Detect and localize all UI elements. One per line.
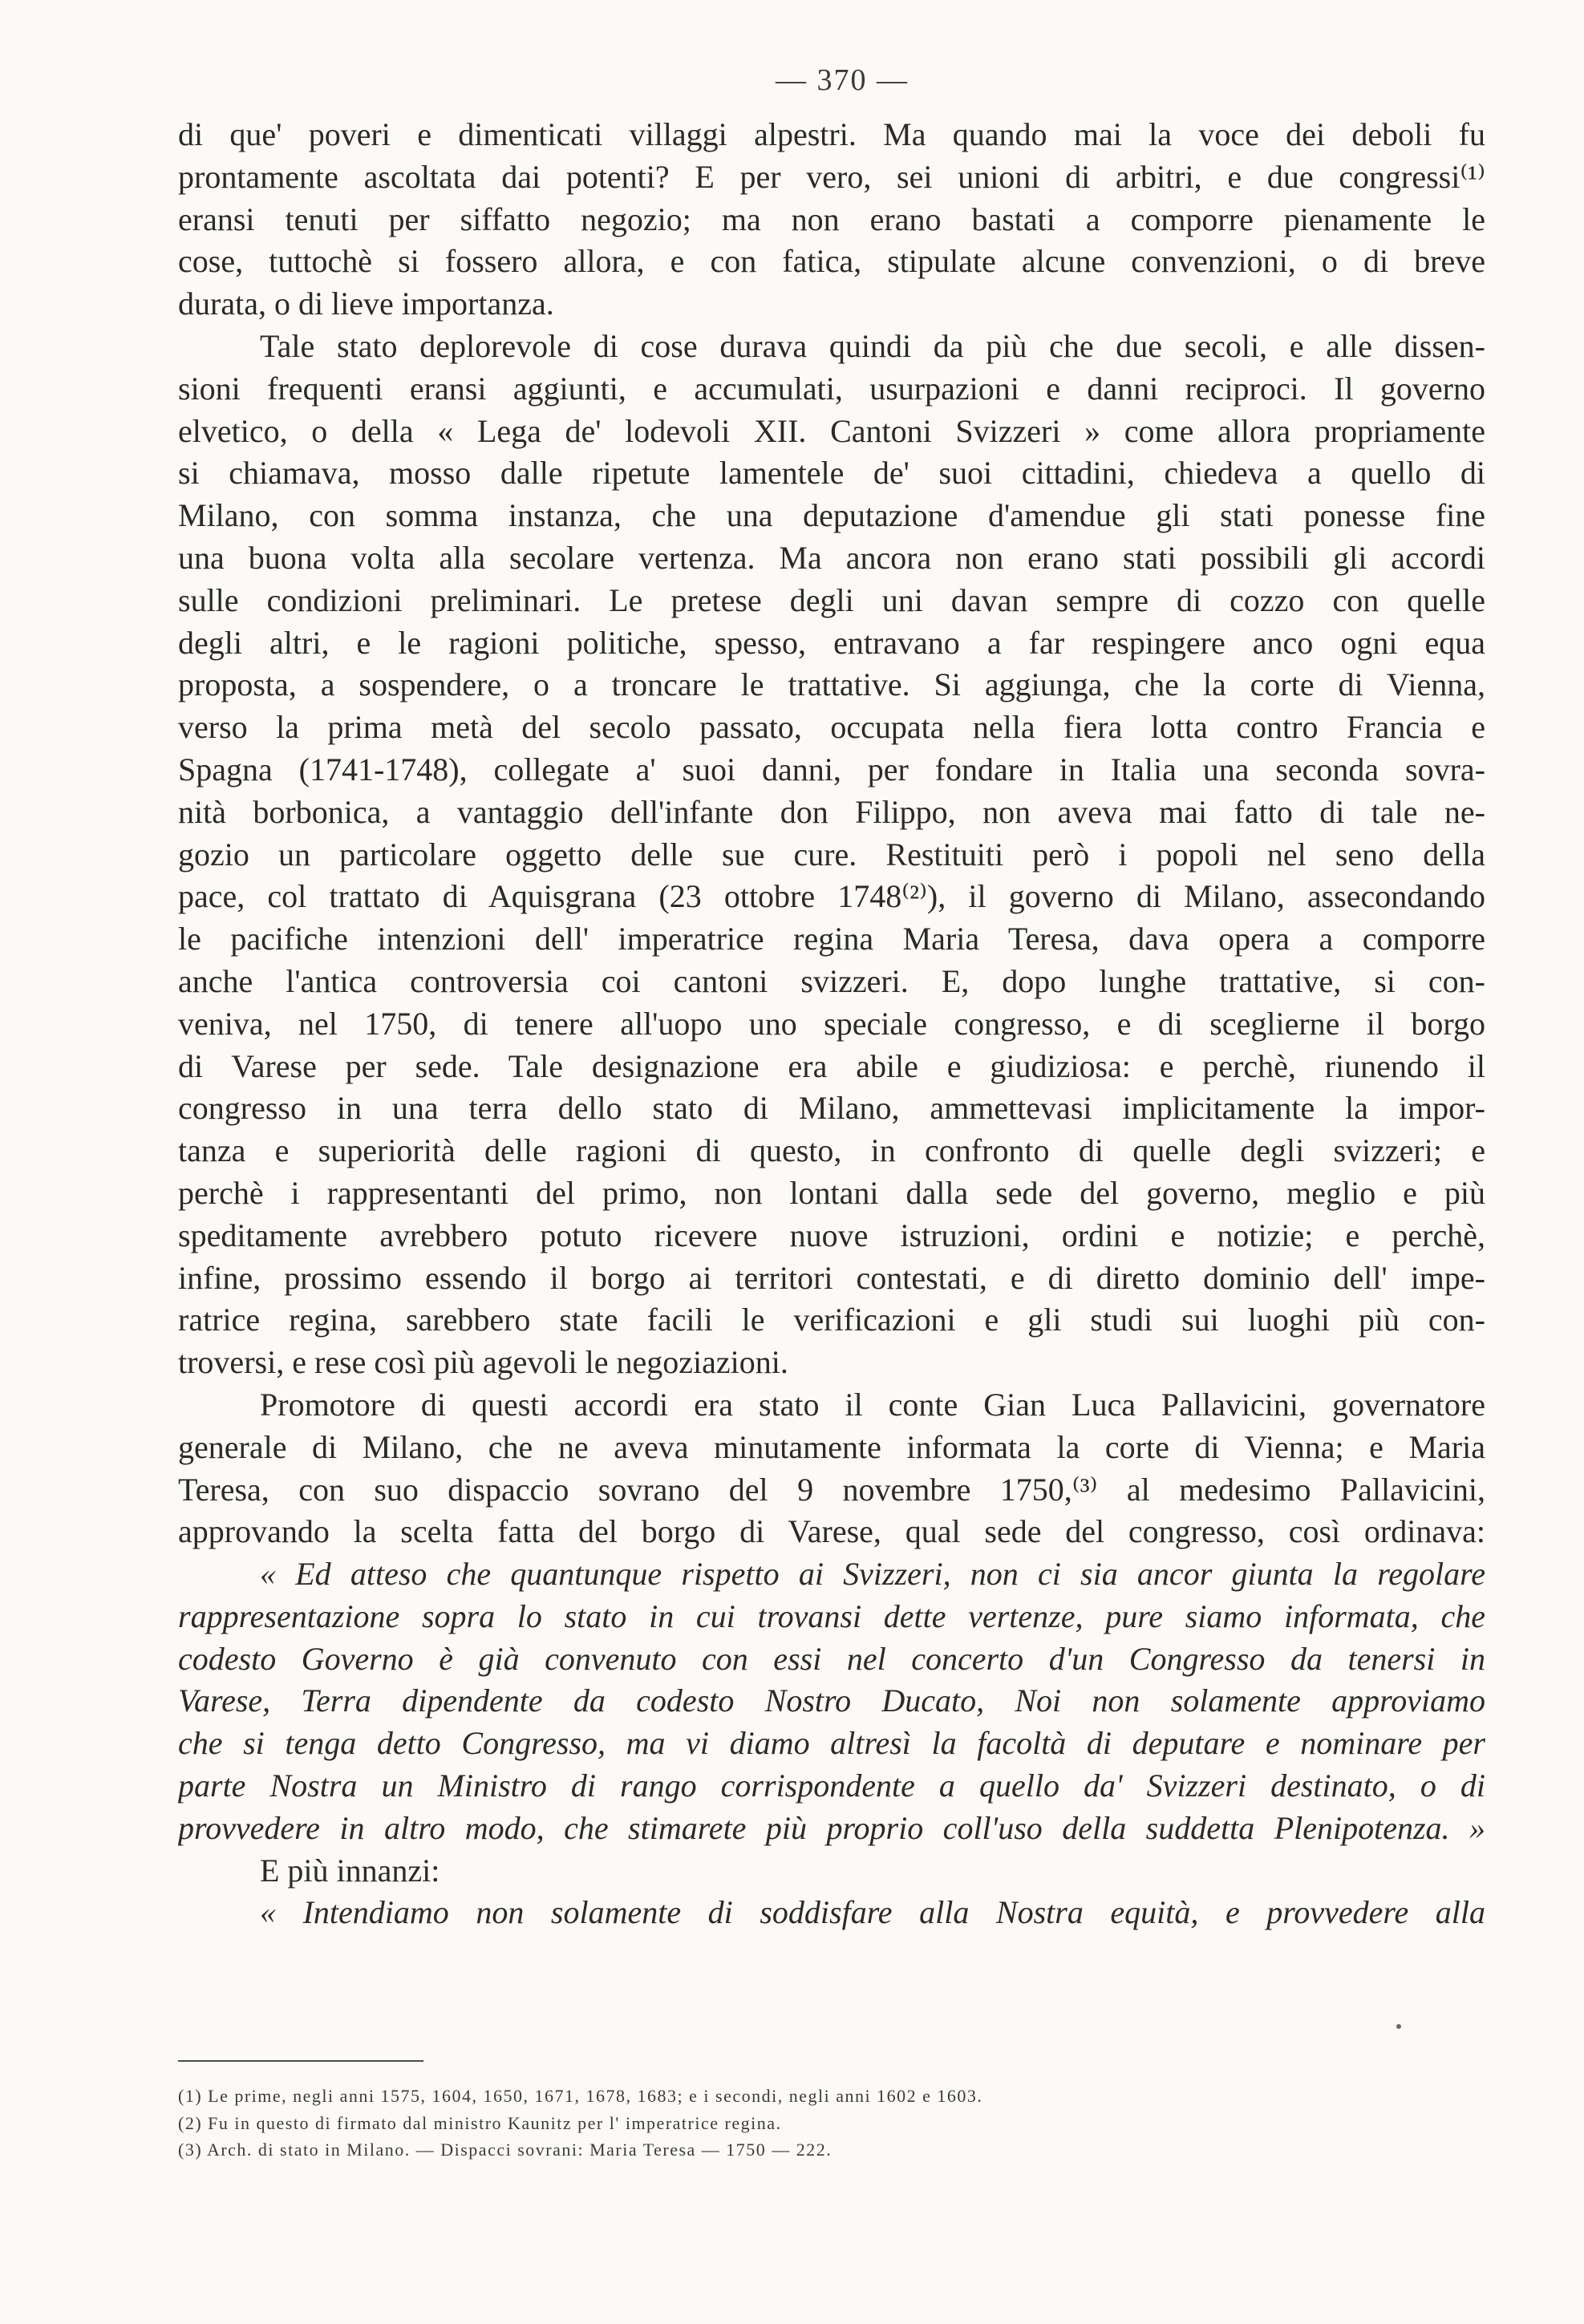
quote-line: rappresentazione sopra lo stato in cui trovansi dette vertenze, pure siamo informata, che [178,1597,1485,1634]
body-text [178,114,1485,1934]
text-line: perchè i rappresentanti del primo, non lontani dalla sede del governo, meglio e più [178,1174,1485,1211]
text-line: durata, o di lieve importanza. [178,285,554,322]
text-line: Tale stato deplorevole di cose durava quindi da più che due secoli, e alle dissen- [260,327,1485,364]
text-line: eransi tenuti per siffatto negozio; ma non erano bastati a comporre pienamente le [178,200,1485,237]
quote-line: parte Nostra un Ministro di rango corrispondente a quello da' Svizzeri destinato, o di [178,1767,1485,1804]
footnote: (3) Arch. di stato in Milano. — Dispacci sovrani: Maria Teresa — 1750 — 222. [178,2140,833,2160]
text-line: degli altri, e le ragioni politiche, spesso, entravano a far respingere anco ogni equa [178,624,1485,661]
text-line: Spagna (1741-1748), collegate a' suoi danni, per fondare in Italia una seconda sovra- [178,751,1485,787]
footnote: (2) Fu in questo di firmato dal ministro Kaunitz per l' imperatrice regina. [178,2112,782,2133]
text-line: ratrice regina, sarebbero state facili le verificazioni e gli studi sui luoghi più con- [178,1302,1485,1338]
text-line: sulle condizioni preliminari. Le pretese degli uni davan sempre di cozzo con quelle [178,581,1485,618]
footnote-divider [178,2060,423,2062]
text-line: E più innanzi: [260,1852,440,1889]
footnotes [178,2083,1485,2164]
text-line: nità borbonica, a vantaggio dell'infante don Filippo, non aveva mai fatto di tale ne- [178,793,1485,830]
text-line: speditamente avrebbero potuto ricevere nuove istruzioni, ordini e notizie; e perchè, [178,1217,1485,1253]
quote-line: Varese, Terra dipendente da codesto Nostro Ducato, Noi non solamente approviamo [178,1682,1485,1719]
text-line: generale di Milano, che ne aveva minutamente informata la corte di Vienna; e Maria [178,1428,1485,1465]
text-line: infine, prossimo essendo il borgo ai territori contestati, e di diretto dominio dell' impe- [178,1259,1485,1296]
text-line: elvetico, o della « Lega de' lodevoli XII. Cantoni Svizzeri » come allora propriamente [178,412,1485,449]
text-line: pace, col trattato di Aquisgrana (23 ottobre 1748⁽²⁾), il governo di Milano, assecondando [178,878,1485,915]
text-line: troversi, e rese così più agevoli le negoziazioni. [178,1344,788,1381]
text-line: gozio un particolare oggetto delle sue cure. Restituiti però i popoli nel seno della [178,836,1485,873]
quote-line: codesto Governo è già convenuto con essi nel concerto d'un Congresso da tenersi in [178,1640,1485,1677]
text-line: si chiamava, mosso dalle ripetute lamentele de' suoi cittadini, chiedeva a quello di [178,455,1485,492]
text-line: sioni frequenti eransi aggiunti, e accumulati, usurpazioni e danni reciproci. Il governo [178,370,1485,407]
text-line: Milano, con somma instanza, che una deputazione d'amendue gli stati ponesse fine [178,497,1485,534]
text-line: Promotore di questi accordi era stato il conte Gian Luca Pallavicini, governatore [260,1386,1485,1423]
quote-line: provvedere in altro modo, che stimarete più proprio coll'uso della suddetta Plenipotenza. » [178,1809,1485,1846]
text-line: verso la prima metà del secolo passato, occupata nella fiera lotta contro Francia e [178,709,1485,746]
quote-line: « Ed atteso che quantunque rispetto ai Svizzeri, non ci sia ancor giunta la regolare [260,1556,1485,1593]
footnote: (1) Le prime, negli anni 1575, 1604, 1650, 1671, 1678, 1683; e i secondi, negli anni 1602 e 1603. [178,2086,983,2106]
text-line: cose, tuttochè si fossero allora, e con fatica, stipulate alcune convenzioni, o di breve [178,243,1485,280]
page-number: — 370 — [776,63,909,97]
quote-line: « Intendiamo non solamente di soddisfare alla Nostra equità, e provvedere alla [260,1894,1485,1931]
text-line: le pacifiche intenzioni dell' imperatrice regina Maria Teresa, dava opera a comporre [178,921,1485,958]
quote-line: che si tenga detto Congresso, ma vi diamo altresì la facoltà di deputare e nominare per [178,1725,1485,1762]
text-line: di que' poveri e dimenticati villaggi alpestri. Ma quando mai la voce dei deboli fu [178,116,1485,152]
text-line: di Varese per sede. Tale designazione era abile e giudiziosa: e perchè, riunendo il [178,1047,1485,1084]
text-line: tanza e superiorità delle ragioni di questo, in confronto di quelle degli svizzeri; e [178,1132,1485,1169]
text-line: anche l'antica controversia coi cantoni svizzeri. E, dopo lunghe trattative, si con- [178,962,1485,999]
text-line: veniva, nel 1750, di tenere all'uopo uno speciale congresso, e di sceglierne il borgo [178,1005,1485,1042]
text-line: proposta, a sospendere, o a troncare le trattative. Si aggiunga, che la corte di Vienna, [178,666,1485,703]
text-line: approvando la scelta fatta del borgo di Varese, qual sede del congresso, così ordinava: [178,1513,1485,1550]
text-line: Teresa, con suo dispaccio sovrano del 9 novembre 1750,⁽³⁾ al medesimo Pallavicini, [178,1471,1485,1508]
text-line: una buona volta alla secolare vertenza. Ma ancora non erano stati possibili gli accordi [178,539,1485,576]
text-line: prontamente ascoltata dai potenti? E per vero, sei unioni di arbitri, e due congressi⁽¹⁾ [178,158,1485,195]
dot-mark [1396,2024,1401,2029]
text-line: congresso in una terra dello stato di Milano, ammettevasi implicitamente la impor- [178,1090,1485,1127]
